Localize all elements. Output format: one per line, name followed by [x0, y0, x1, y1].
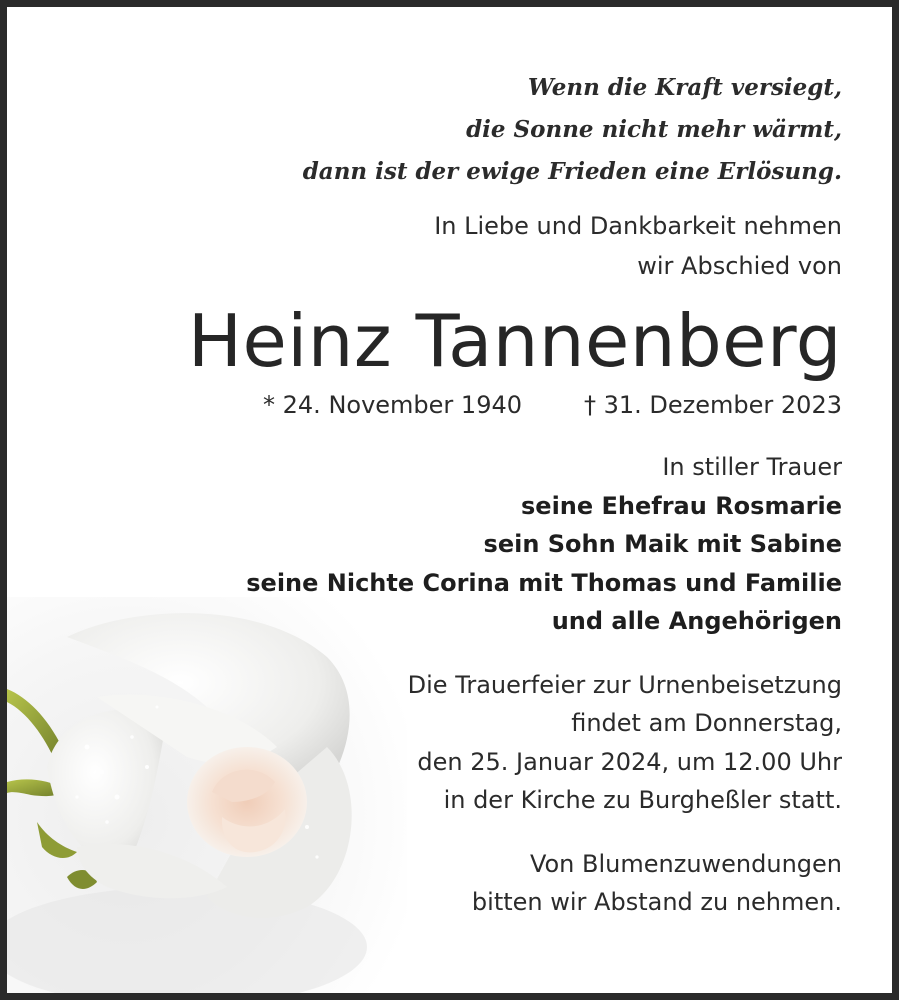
mourner-name: seine Ehefrau Rosmarie — [521, 491, 842, 520]
death-date: † 31. Dezember 2023 — [584, 391, 842, 419]
flowers-note — [82, 845, 842, 922]
birth-date: * 24. November 1940 — [263, 391, 522, 419]
verse-line: dann ist der ewige Frieden eine Erlösung. — [302, 158, 842, 185]
service-line: in der Kirche zu Burgheßler statt. — [443, 786, 842, 814]
mourner-name: sein Sohn Maik mit Sabine — [483, 530, 842, 558]
verse-line: Wenn die Kraft versiegt, — [527, 74, 842, 101]
service-line: Die Trauerfeier zur Urnenbeisetzung — [407, 670, 842, 699]
mourner-name: seine Nichte Corina mit Thomas und Familie — [246, 568, 842, 597]
memorial-verse — [82, 67, 842, 193]
mourners-list — [82, 448, 842, 641]
service-line: den 25. Januar 2024, um 12.00 Uhr — [417, 747, 842, 776]
mourners-lead: In stiller Trauer — [662, 453, 842, 481]
service-details — [82, 666, 842, 820]
service-line: findet am Donnerstag, — [571, 709, 842, 737]
intro-line: In Liebe und Dankbarkeit nehmen — [434, 212, 842, 240]
verse-line: die Sonne nicht mehr wärmt, — [466, 116, 842, 143]
mourner-name: und alle Angehörigen — [551, 607, 842, 635]
life-dates — [82, 388, 842, 422]
flowers-line: Von Blumenzuwendungen — [529, 849, 842, 878]
flowers-line: bitten wir Abstand zu nehmen. — [471, 888, 842, 916]
farewell-intro — [82, 206, 842, 286]
notice-text — [82, 67, 842, 922]
deceased-name: Heinz Tannenberg — [187, 299, 842, 383]
intro-line: wir Abschied von — [637, 252, 842, 280]
